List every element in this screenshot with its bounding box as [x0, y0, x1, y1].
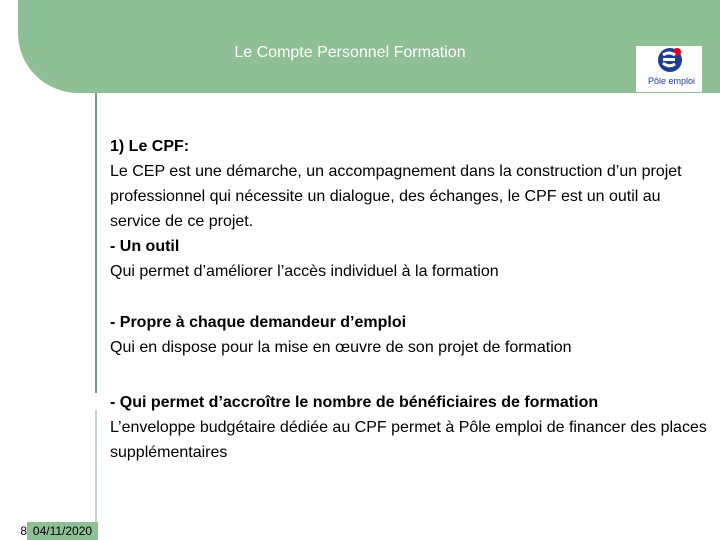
pole-emploi-logo-icon [650, 46, 690, 76]
point-title: - Qui permet d’accroître le nombre de bénéficiaires de formation [110, 394, 599, 411]
footer-date: 04/11/2020 [27, 522, 98, 540]
point-text: Qui permet d’améliorer l’accès individuel à la formation [110, 263, 499, 280]
logo [636, 46, 702, 92]
intro-paragraph: Le CEP est une démarche, un accompagnement dans la construction d’un projet professionnel qui nécessite un dialogue, des échanges, le CPF est un outil au service de ce projet. [110, 163, 682, 230]
point-text: L’enveloppe budgétaire dédiée au CPF permet à Pôle emploi de financer des places supplémentaires [110, 419, 707, 461]
vertical-divider [95, 93, 97, 393]
point-title: - Propre à chaque demandeur d’emploi [110, 314, 407, 331]
vertical-divider-lower [95, 410, 97, 522]
point-title: - Un outil [110, 238, 180, 255]
slide-content [110, 134, 710, 465]
section-heading: 1) Le CPF: [110, 138, 190, 155]
point-text: Qui en dispose pour la mise en œuvre de son projet de formation [110, 339, 572, 356]
page-number: 8 [0, 522, 27, 540]
slide-title: Le Compte Personnel Formation [234, 44, 466, 61]
logo-text: Pôle emploi [648, 76, 696, 86]
